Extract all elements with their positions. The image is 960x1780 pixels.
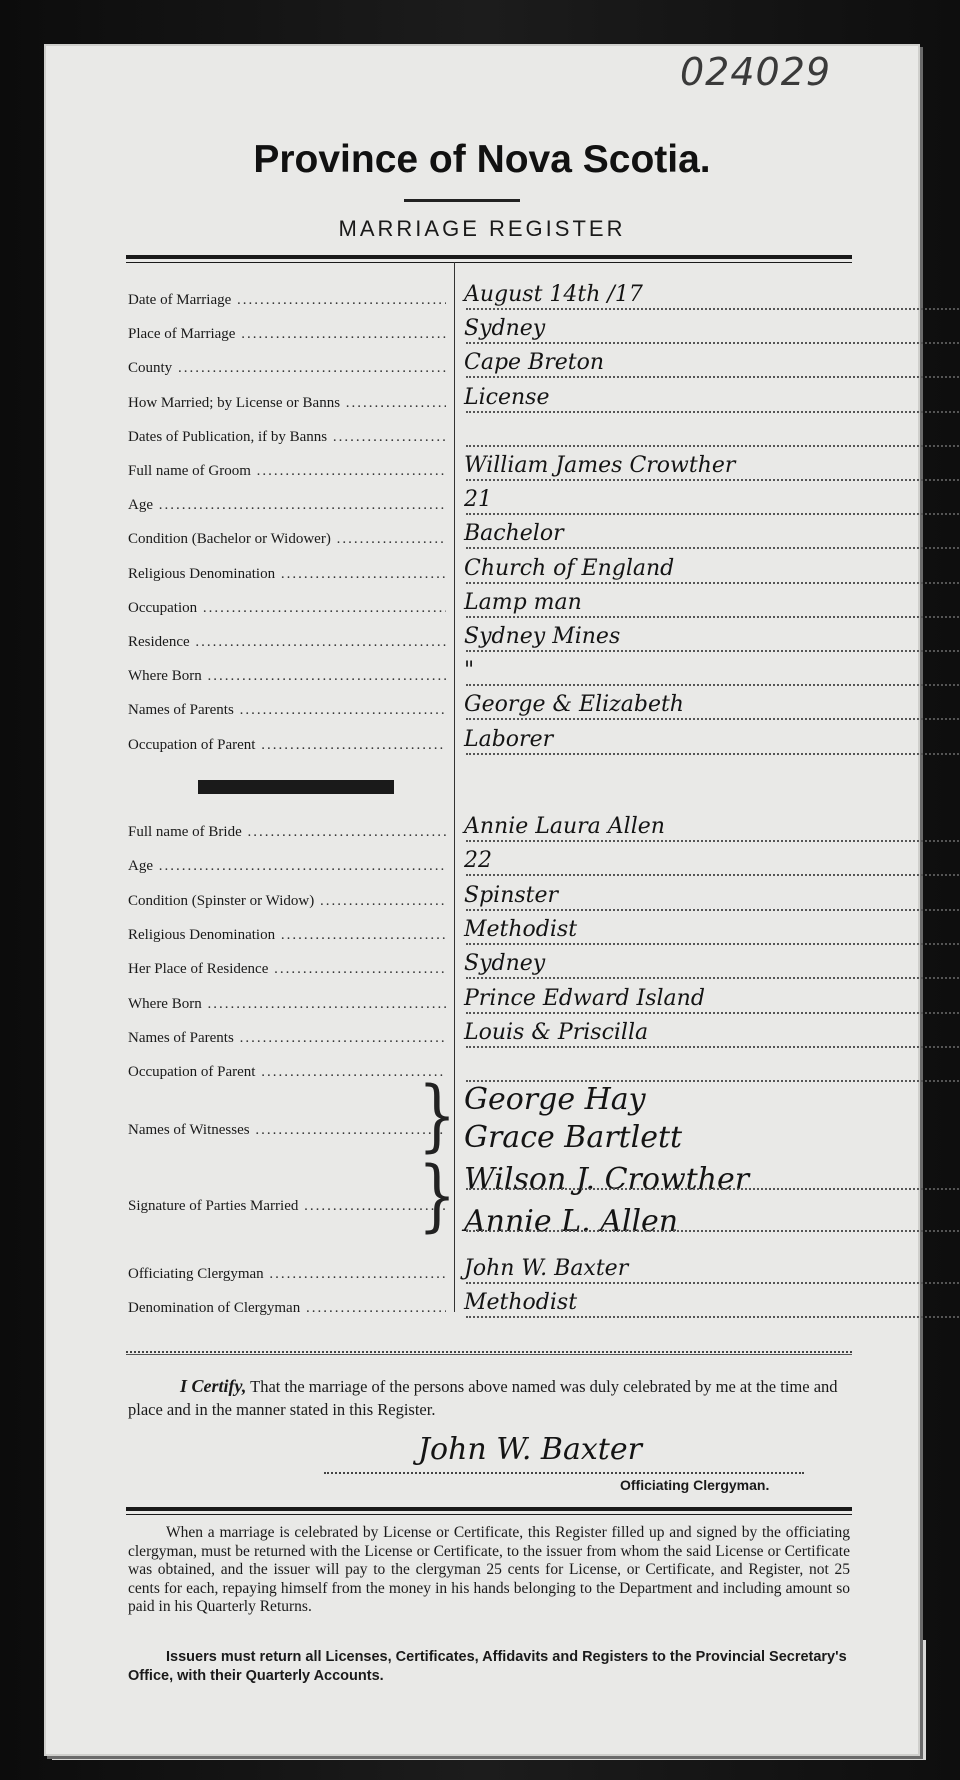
field-value: Methodist (464, 1290, 578, 1315)
entry-line (466, 306, 960, 310)
entry-line (466, 443, 960, 447)
field-label: Age ..... (128, 858, 446, 875)
field-row-date-of-marriage (128, 282, 848, 318)
field-value: John W. Baxter (464, 1256, 629, 1281)
field-value: License (464, 384, 550, 410)
field-label: Full name of Bride ..... (128, 824, 446, 841)
form-number: 024029 (680, 50, 832, 94)
field-value: Annie Laura Allen (464, 814, 665, 839)
field-value: George & Elizabeth (464, 692, 684, 718)
signature-line (466, 1228, 960, 1232)
field-row-condition-spinster-or-widow (128, 882, 848, 919)
certificate-statement (128, 1375, 848, 1421)
field-label: Religious Denomination ..... (128, 927, 446, 944)
field-label: Her Place of Residence ..... (128, 961, 446, 978)
field-value: Laborer (464, 726, 554, 752)
party-2-signature: Annie L. Allen (464, 1204, 679, 1239)
witness-1-signature: George Hay (464, 1082, 646, 1117)
field-value: Bachelor (464, 521, 564, 547)
party-1-row (128, 1162, 848, 1198)
field-value: Cape Breton (464, 350, 605, 376)
field-row-full-name-of-bride (128, 814, 848, 850)
field-label: Age ..... (128, 497, 446, 514)
clergyman-signature: John W. Baxter (418, 1432, 642, 1467)
field-row-dates-of-publication-if-by-banns (128, 425, 848, 455)
entry-line (466, 1044, 960, 1048)
field-row-officiating-clergyman (128, 1256, 848, 1292)
entry-line (466, 477, 960, 481)
field-value: Sydney Mines (464, 624, 621, 649)
field-row-condition-bachelor-or-widower (128, 521, 848, 557)
field-label: Occupation of Parent ..... (128, 1064, 446, 1081)
entry-line (466, 545, 960, 549)
field-row-her-place-of-residence (128, 951, 848, 987)
field-value: Louis & Priscilla (464, 1019, 649, 1045)
clergyman-role-label: Officiating Clergyman. (620, 1477, 770, 1493)
field-row-where-born (128, 985, 848, 1022)
certificate-text: That the marriage of the persons above named was duly celebrated by me at the time and place and in the manner stated in this Register. (128, 1377, 838, 1419)
field-label: Occupation of Parent ..... (128, 737, 446, 754)
parties-brace: } (418, 1150, 457, 1242)
field-value: 22 (464, 848, 492, 874)
field-label: Where Born ..... (128, 668, 446, 685)
entry-line (466, 838, 960, 842)
field-label: Condition (Bachelor or Widower) ..... (128, 531, 446, 548)
field-row-full-name-of-groom (128, 453, 848, 489)
header-rule-thin (126, 262, 852, 263)
entry-line (466, 1280, 960, 1284)
field-label: Occupation ..... (128, 600, 446, 617)
page-subtitle: MARRIAGE REGISTER (338, 216, 626, 241)
entry-line (466, 716, 960, 720)
title-rule (404, 199, 520, 202)
entry-line (466, 648, 960, 652)
entry-line (466, 907, 960, 911)
bride-section-divider (198, 780, 394, 794)
field-value: William James Crowther (464, 453, 736, 478)
entry-line (466, 374, 960, 378)
field-value: Spinster (464, 882, 559, 908)
entry-line (466, 614, 960, 618)
field-label: Where Born ..... (128, 996, 446, 1013)
field-value: " (464, 658, 475, 684)
entry-line (466, 340, 960, 344)
field-label: Officiating Clergyman ..... (128, 1266, 446, 1283)
field-value: Lamp man (464, 589, 582, 615)
footer-rule (126, 1507, 852, 1511)
party-1-signature: Wilson J. Crowther (464, 1162, 750, 1197)
entry-line (466, 975, 960, 979)
field-row-denomination-of-clergyman (128, 1290, 848, 1326)
field-label: Names of Parents ..... (128, 1030, 446, 1047)
field-label: Place of Marriage ..... (128, 326, 446, 343)
field-row-names-of-parents (128, 1019, 848, 1056)
field-row-how-married-by-license-or-banns (128, 384, 848, 421)
witnesses-brace: } (418, 1070, 457, 1162)
field-row-age (128, 848, 848, 884)
certificate-lead: I Certify, (180, 1376, 247, 1396)
field-label: Dates of Publication, if by Banns ..... (128, 429, 446, 446)
footer-rule-thin (126, 1514, 852, 1515)
field-row-religious-denomination (128, 916, 848, 953)
field-row-residence (128, 624, 848, 660)
clergyman-signature-line (324, 1470, 804, 1474)
page-title: Province of Nova Scotia. (253, 138, 711, 181)
field-row-age (128, 487, 848, 523)
field-row-occupation (128, 589, 848, 626)
field-label: Residence ..... (128, 634, 446, 651)
field-label: Religious Denomination ..... (128, 566, 446, 583)
entry-line (466, 1314, 960, 1318)
issuer-notice: Issuers must return all Licenses, Certificates, Affidavits and Registers to the Provincial Secretary's Office, with their Quarterly Accounts. (128, 1649, 847, 1684)
field-label: Date of Marriage ..... (128, 292, 446, 309)
entry-line (466, 941, 960, 945)
entry-line (466, 409, 960, 413)
certificate-rule-thin (126, 1354, 852, 1355)
field-label: Denomination of Clergyman ..... (128, 1300, 446, 1317)
field-value: 21 (464, 487, 492, 513)
field-row-occupation-of-parent (128, 726, 848, 763)
witness-1-row (128, 1082, 848, 1118)
certificate-rule (126, 1349, 852, 1353)
field-row-names-of-parents (128, 692, 848, 728)
witness-2-signature: Grace Bartlett (464, 1120, 683, 1155)
witness-2-row (128, 1120, 848, 1156)
entry-line (466, 580, 960, 584)
field-value: August 14th /17 (464, 282, 643, 307)
entry-line (466, 751, 960, 755)
entry-line (466, 1010, 960, 1014)
entry-line (466, 872, 960, 876)
field-value: Church of England (464, 555, 675, 581)
entry-line (466, 511, 960, 515)
field-label: Condition (Spinster or Widow) ..... (128, 893, 446, 910)
signature-line (466, 1186, 960, 1190)
field-value: Sydney (464, 316, 546, 342)
field-label: How Married; by License or Banns ..... (128, 395, 446, 412)
field-row-place-of-marriage (128, 316, 848, 352)
field-value: Sydney (464, 951, 546, 977)
field-label: Full name of Groom ..... (128, 463, 446, 480)
parties-label: Signature of Parties Married ..... (128, 1198, 446, 1215)
license-notice: When a marriage is celebrated by License or Certificate, this Register filled up and signed by the officiating clergyman, must be returned with the License or Certificate, to the issuer from whom the said License or Certificate was obtained, and the issuer will pay to the clergyman 25 cents for License, or Certificate, and Register, not 25 cents for each, repaying himself from the money in his hands belonging to the Department and including amount so paid in his Quarterly Returns. (128, 1524, 850, 1616)
field-value: Prince Edward Island (464, 985, 705, 1011)
field-row-county (128, 350, 848, 386)
field-label: Names of Parents ..... (128, 702, 446, 719)
field-label: County ..... (128, 360, 446, 377)
field-row-where-born (128, 658, 848, 694)
field-row-religious-denomination (128, 555, 848, 592)
field-value: Methodist (464, 916, 578, 942)
entry-line (466, 682, 960, 686)
witnesses-label: Names of Witnesses ..... (128, 1122, 446, 1139)
header-rule (126, 255, 852, 259)
